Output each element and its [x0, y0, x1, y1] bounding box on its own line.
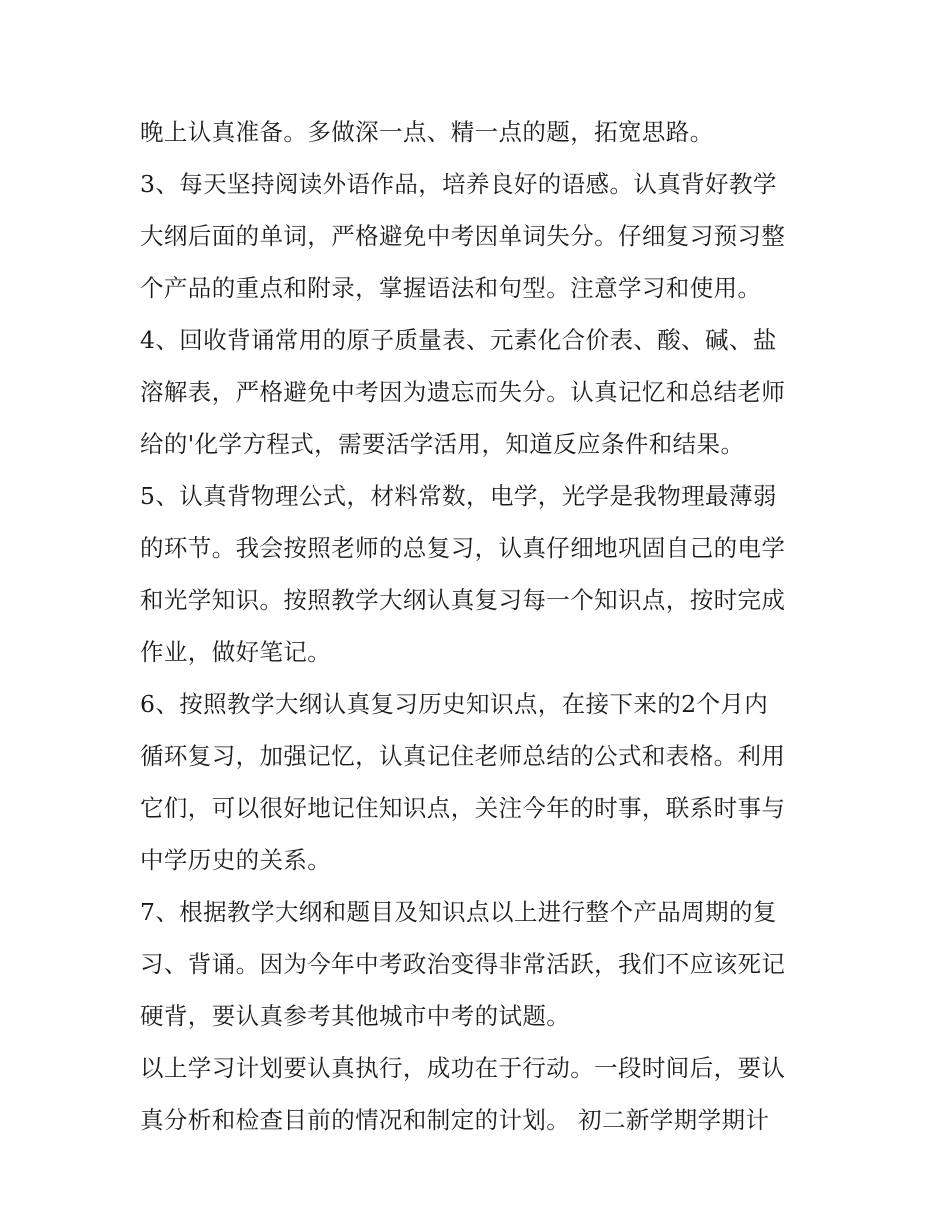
text-line: 循环复习，加强记忆，认真记住老师总结的公式和表格。利用 — [140, 742, 786, 770]
text-line: 真分析和检查目前的情况和制定的计划。 初二新学期学期计 — [140, 1106, 770, 1134]
text-line: 以上学习计划要认真执行，成功在于行动。一段时间后，要认 — [140, 1054, 786, 1082]
text-line: 中学历史的关系。 — [140, 846, 332, 874]
text-line: 7、根据教学大纲和题目及知识点以上进行整个产品周期的复 — [140, 898, 777, 926]
text-line: 溶解表，严格避免中考因为遗忘而失分。认真记忆和总结老师 — [140, 378, 786, 406]
text-line: 它们，可以很好地记住知识点，关注今年的时事，联系时事与 — [140, 794, 786, 822]
text-line: 和光学知识。按照教学大纲认真复习每一个知识点，按时完成 — [140, 586, 786, 614]
text-line: 3、每天坚持阅读外语作品，培养良好的语感。认真背好教学 — [140, 170, 777, 198]
text-line: 晚上认真准备。多做深一点、精一点的题，拓宽思路。 — [140, 118, 714, 146]
document-body — [140, 106, 830, 1146]
text-line: 作业，做好笔记。 — [140, 638, 332, 666]
text-line: 6、按照教学大纲认真复习历史知识点，在接下来的2个月内 — [140, 690, 769, 718]
text-line: 5、认真背物理公式，材料常数，电学，光学是我物理最薄弱 — [140, 482, 777, 510]
text-line: 给的'化学方程式，需要活学活用，知道反应条件和结果。 — [140, 430, 745, 458]
text-line: 4、回收背诵常用的原子质量表、元素化合价表、酸、碱、盐 — [140, 326, 777, 354]
text-line: 个产品的重点和附录，掌握语法和句型。注意学习和使用。 — [140, 274, 762, 302]
text-line: 的环节。我会按照老师的总复习，认真仔细地巩固自己的电学 — [140, 534, 786, 562]
text-line: 硬背，要认真参考其他城市中考的试题。 — [140, 1002, 571, 1030]
text-line: 大纲后面的单词，严格避免中考因单词失分。仔细复习预习整 — [140, 222, 786, 250]
text-line: 习、背诵。因为今年中考政治变得非常活跃，我们不应该死记 — [140, 950, 786, 978]
